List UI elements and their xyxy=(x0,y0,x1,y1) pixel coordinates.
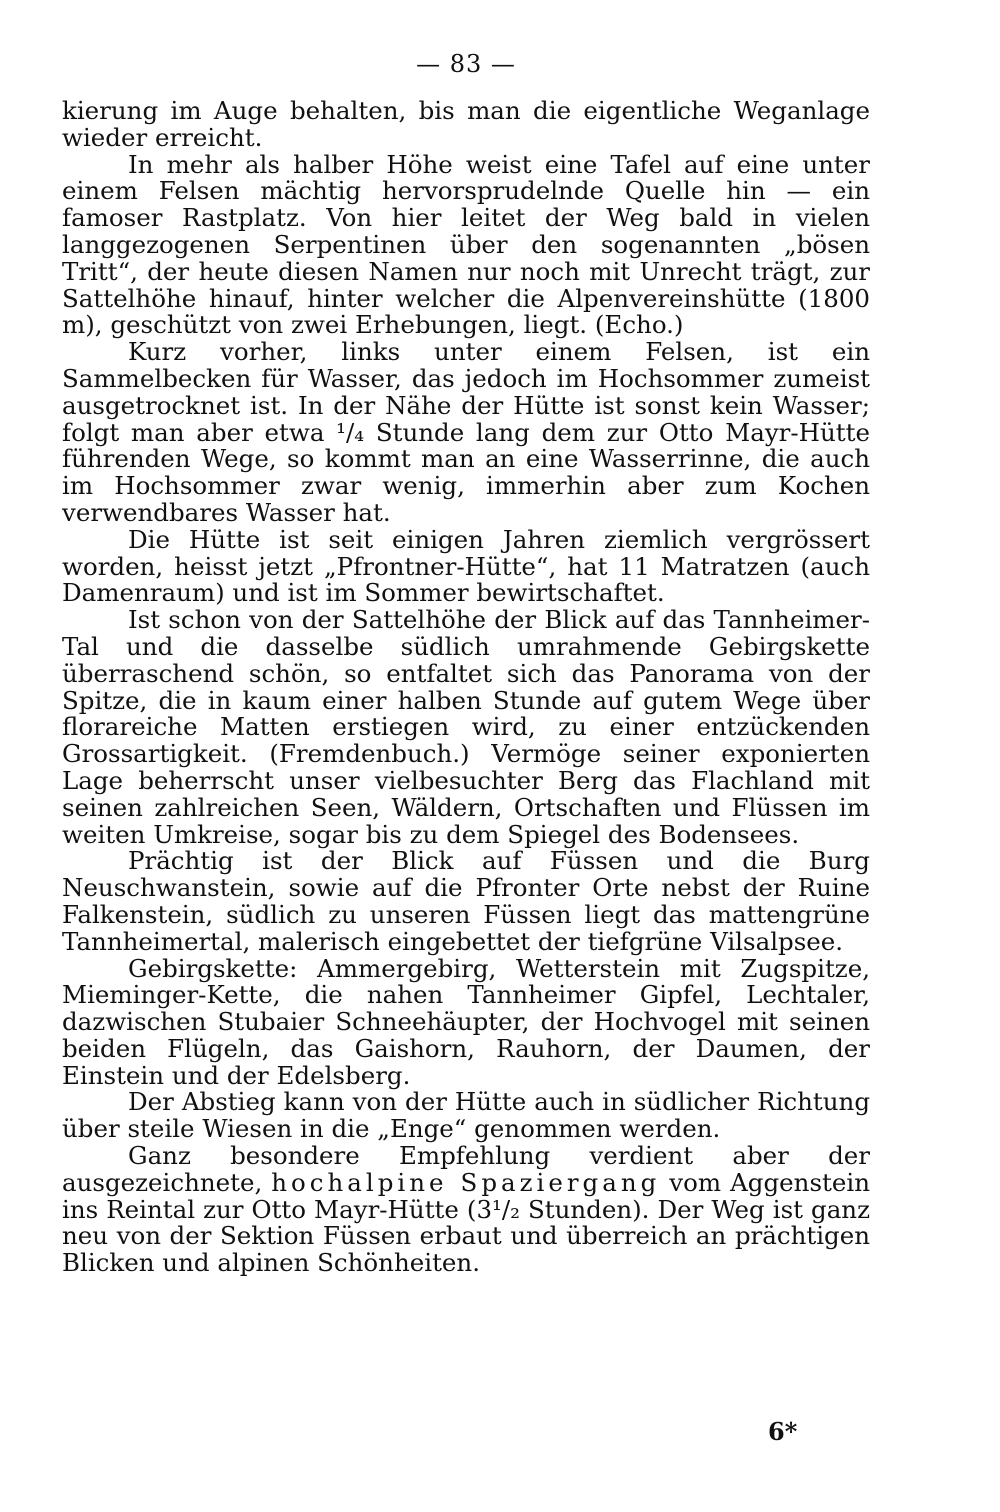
paragraph: Prächtig ist der Blick auf Füssen und die Burg Neuschwanstein, sowie auf die Pfronter Orte nebst der Ruine Falkenstein, südlich zu unseren Füssen liegt das mattengrüne Tannheimertal, malerisch eingebettet der tiefgrüne Vilsalpsee. xyxy=(62,846,870,956)
paragraph: Die Hütte ist seit einigen Jahren ziemlich vergrössert worden, heisst jetzt „Pfrontner-Hütte“, hat 11 Matratzen (auch Damenraum) und ist im Sommer bewirtschaftet. xyxy=(62,524,870,608)
paragraph: Kurz vorher, links unter einem Felsen, ist ein Sammelbecken für Wasser, das jedoch im Hochsommer zumeist ausgetrocknet ist. In der Nähe der Hütte ist sonst kein Wasser; folgt man aber etwa ¹/₄ Stunde lang dem zur Otto Mayr-Hütte führenden Wege, so kommt man an eine Wasserrinne, die auch im Hochsommer zwar wenig, immerhin aber zum Kochen verwendbares Wasser hat. xyxy=(62,337,870,527)
page-number: — 83 — xyxy=(416,50,516,78)
emphasized-text: hochalpine Spaziergang xyxy=(271,1167,661,1197)
paragraph-text: vom Aggenstein ins Reintal zur Otto Mayr-Hütte (3¹/₂ Stunden). Der Weg ist ganz neu von der Sektion Füssen erbaut und überreich an prächtigen Blicken und alpinen Schönheiten. xyxy=(62,1167,870,1278)
book-page xyxy=(62,48,870,1277)
paragraph: Gebirgskette: Ammergebirg, Wetterstein mit Zugspitze, Mieminger-Kette, die nahen Tannheimer Gipfel, Lechtaler, dazwischen Stubaier Schneehäupter, der Hochvogel mit seinen beiden Flügeln, das Gaishorn, Rauhorn, der Daumen, der Einstein und der Edelsberg. xyxy=(62,953,870,1090)
paragraph: In mehr als halber Höhe weist eine Tafel auf eine unter einem Felsen mächtig hervorsprudelnde Quelle hin — ein famoser Rastplatz. Von hier leitet der Weg bald in vielen langgezogenen Serpentinen über den sogenannten „bösen Tritt“, der heute diesen Namen nur noch mit Unrecht trägt, zur Sattelhöhe hinauf, hinter welcher die Alpenvereinshütte (1800 m), geschützt von zwei Erhebungen, liegt. (Echo.) xyxy=(62,149,870,340)
printer-signature-mark: 6* xyxy=(768,1417,798,1446)
paragraph: kierung im Auge behalten, bis man die eigentliche Weganlage wieder erreicht. xyxy=(62,96,870,152)
body-text xyxy=(62,98,870,1277)
paragraph: Der Abstieg kann von der Hütte auch in südlicher Richtung über steile Wiesen in die „Enge“ genommen werden. xyxy=(62,1087,870,1144)
paragraph: Ist schon von der Sattelhöhe der Blick auf das Tannheimer-Tal und die dasselbe südlich umrahmende Gebirgskette überraschend schön, so entfaltet sich das Panorama von der Spitze, die in kaum einer halben Stunde auf gutem Wege über florareiche Matten erstiegen wird, zu einer entzückenden Grossartigkeit. (Fremdenbuch.) Vermöge seiner exponierten Lage beherrscht unser vielbesuchter Berg das Flachland mit seinen zahlreichen Seen, Wäldern, Ortschaften und Flüssen im weiten Umkreise, sogar bis zu dem Spiegel des Bodensees. xyxy=(62,605,870,849)
paragraph-text: Ganz besondere Empfehlung verdient aber der ausgezeichnete, xyxy=(62,1141,870,1197)
paragraph-last xyxy=(62,1143,870,1277)
